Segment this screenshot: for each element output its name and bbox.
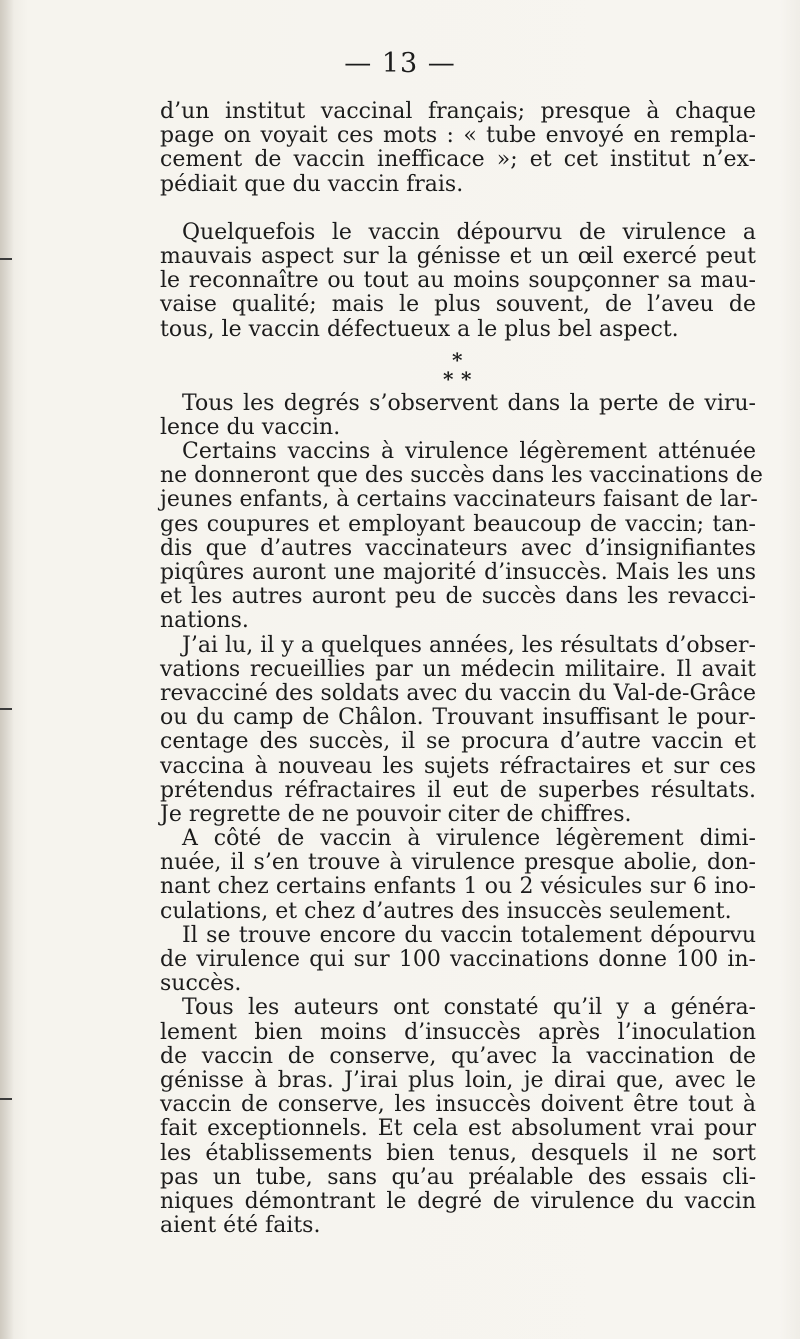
paragraph xyxy=(160,439,763,634)
text-line: nations. xyxy=(160,608,249,634)
text-line: cement de vaccin inefficace »; et cet institut n’ex- xyxy=(160,147,756,173)
text-line: jeunes enfants, à certains vaccinateurs faisant de lar- xyxy=(160,487,758,513)
text-line: lement bien moins d’insuccès après l’inoculation xyxy=(160,1019,756,1045)
paragraph xyxy=(160,996,756,1238)
text-line: Je regrette de ne pouvoir citer de chiffres. xyxy=(160,801,632,827)
asterism-separator xyxy=(160,342,756,392)
text-line: page on voyait ces mots : « tube envoyé en rempla- xyxy=(160,123,756,149)
text-line: niques démontrant le degré de virulence du vaccin xyxy=(160,1188,756,1214)
text-line: tous, le vaccin défectueux a le plus bel aspect. xyxy=(160,316,679,342)
text-line: centage des succès, il se procura d’autre vaccin et xyxy=(160,729,756,755)
text-line: vaise qualité; mais le plus souvent, de l’aveu de xyxy=(160,292,756,318)
asterism-star: * xyxy=(452,347,463,372)
binding-mark xyxy=(0,708,12,710)
text-line: A côté de vaccin à virulence légèrement dimi- xyxy=(182,826,756,852)
text-line: Il se trouve encore du vaccin totalement dépourvu xyxy=(182,922,756,948)
text-line: génisse à bras. J’irai plus loin, je dirai que, avec le xyxy=(160,1067,756,1093)
text-line: les établissements bien tenus, desquels il ne sort xyxy=(160,1140,756,1166)
text-line: vaccina à nouveau les sujets réfractaires et sur ces xyxy=(160,753,756,779)
text-line: aient été faits. xyxy=(160,1213,321,1239)
text-line: dis que d’autres vaccinateurs avec d’insignifiantes xyxy=(160,535,756,561)
text-line: ou du camp de Châlon. Trouvant insuffisant le pour- xyxy=(160,705,756,731)
text-line: J’ai lu, il y a quelques années, les résultats d’obser- xyxy=(182,632,756,658)
text-line: pédiait que du vaccin frais. xyxy=(160,171,464,197)
text-line: piqûres auront une majorité d’insuccès. Mais les uns xyxy=(160,560,756,585)
paragraph xyxy=(160,924,756,997)
paragraph xyxy=(160,100,756,197)
text-line: ne donneront que des succès dans les vaccinations de xyxy=(160,463,763,489)
text-line: Tous les auteurs ont constaté qu’il y a généra- xyxy=(182,995,756,1021)
text-line: de virulence qui sur 100 vaccinations donne 100 in- xyxy=(160,947,756,972)
text-line: et les autres auront peu de succès dans les revacci- xyxy=(160,584,756,610)
text-line: nuée, il s’en trouve à virulence presque abolie, don- xyxy=(160,850,756,876)
text-line: lence du vaccin. xyxy=(160,414,341,440)
text-line: prétendus réfractaires il eut de superbes résultats. xyxy=(160,777,756,803)
body-text xyxy=(160,99,763,1239)
paragraph xyxy=(160,392,756,440)
binding-mark xyxy=(0,258,12,260)
text-line: nant chez certains enfants 1 ou 2 vésicules sur 6 ino- xyxy=(160,874,756,900)
paragraph xyxy=(160,221,756,342)
text-line: mauvais aspect sur la génisse et un œil exercé peut xyxy=(160,243,756,269)
asterism-star: * xyxy=(443,366,454,391)
text-line: fait exceptionnels. Et cela est absolument vrai pour xyxy=(160,1116,756,1142)
text-line: Certains vaccins à virulence légèrement atténuée xyxy=(182,439,756,465)
text-line: pas un tube, sans qu’au préalable des essais cli- xyxy=(160,1164,756,1190)
text-line: revacciné des soldats avec du vaccin du Val-de-Grâce xyxy=(160,680,756,706)
text-line: Quelquefois le vaccin dépourvu de virulence a xyxy=(182,219,756,245)
text-line: succès. xyxy=(160,971,242,997)
binding-mark xyxy=(0,1098,12,1100)
page-number: — 13 — xyxy=(344,48,456,79)
text-line: le reconnaître ou tout au moins soupçonner sa mau- xyxy=(160,268,756,294)
asterism-star: * xyxy=(461,366,472,391)
text-line: ges coupures et employant beaucoup de vaccin; tan- xyxy=(160,511,756,537)
text-line: de vaccin de conserve, qu’avec la vaccination de xyxy=(160,1043,756,1069)
text-line: vations recueillies par un médecin militaire. Il avait xyxy=(160,656,756,682)
text-line: vaccin de conserve, les insuccès doivent être tout à xyxy=(160,1092,756,1118)
text-line: d’un institut vaccinal français; presque à chaque xyxy=(160,99,756,124)
paragraph xyxy=(160,634,756,828)
text-line: Tous les degrés s’observent dans la perte de viru- xyxy=(182,390,756,416)
paragraph-gap xyxy=(160,197,756,221)
text-line: culations, et chez d’autres des insuccès seulement. xyxy=(160,898,732,924)
binding-edge xyxy=(0,0,14,1339)
paragraph xyxy=(160,827,756,924)
